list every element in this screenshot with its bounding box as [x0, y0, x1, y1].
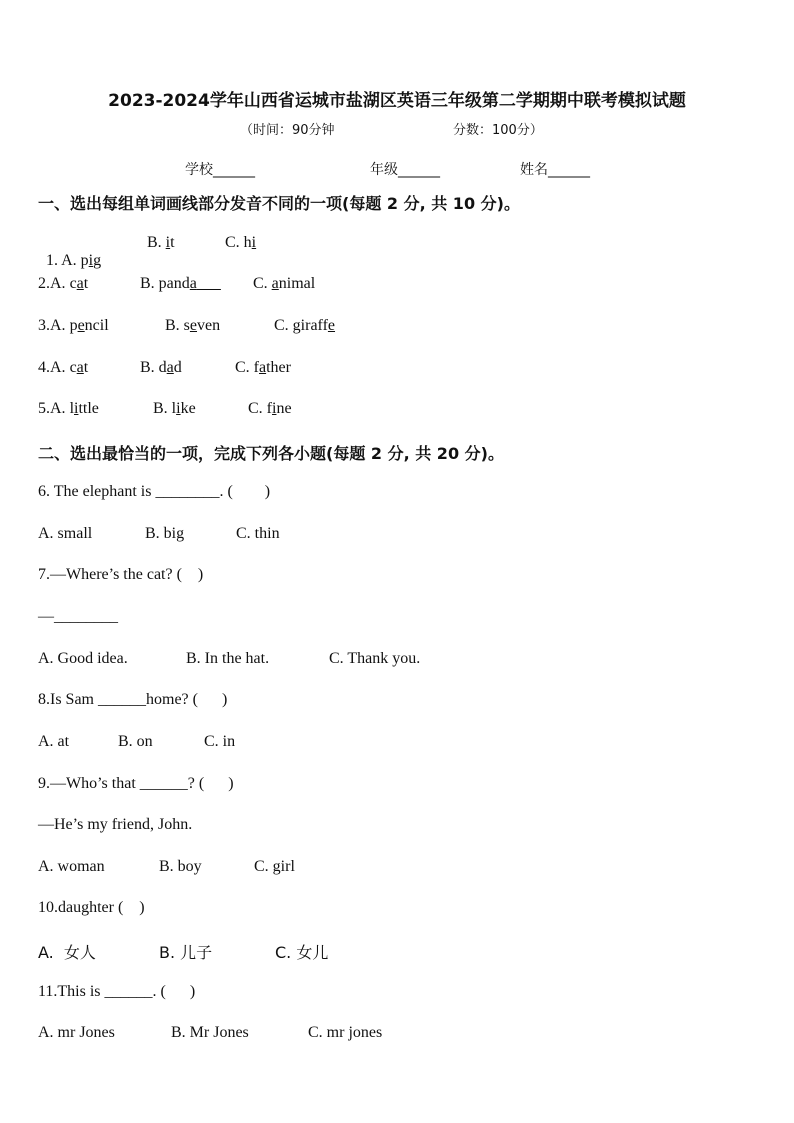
question-5: 5.A. little: [38, 400, 99, 417]
question-2-option-c: C. animal: [253, 275, 316, 292]
question-6-option-a: A. small: [38, 525, 93, 542]
question-9-option-b: B. boy: [159, 858, 202, 875]
question-1-option-b: B. it: [147, 234, 175, 251]
question-6-option-c: C. thin: [236, 525, 280, 542]
question-9-option-a: A. woman: [38, 858, 105, 875]
question-10: 10.daughter ( ): [38, 899, 145, 916]
question-9-dialogue: —He’s my friend, John.: [38, 816, 193, 833]
question-10-option-b: B. 儿子: [159, 943, 213, 962]
question-4: 4.A. cat: [38, 359, 89, 376]
section-2-title: 二、选出最恰当的一项，完成下列各小题(每题 2 分, 共 20 分)。: [38, 444, 504, 463]
question-2-option-b: B. panda: [140, 275, 197, 292]
question-8-option-b: B. on: [118, 733, 153, 750]
exam-score: 分数：100分）: [453, 123, 543, 138]
page-title: 2023-2024学年山西省运城市盐湖区英语三年级第二学期期中联考模拟试题: [108, 91, 686, 111]
question-3-option-c: C. giraffe: [274, 317, 336, 334]
question-1-option-c: C. hi: [225, 234, 257, 251]
question-7-option-b: B. In the hat.: [186, 650, 270, 667]
question-9: 9.—Who’s that ______? ( ): [38, 775, 234, 792]
school-field: 学校______: [185, 162, 255, 178]
question-5-option-b: B. like: [153, 400, 196, 417]
question-8-option-c: C. in: [204, 733, 236, 750]
exam-time: （时间：90分钟: [240, 123, 335, 138]
question-4-option-b: B. dad: [140, 359, 182, 376]
grade-field: 年级______: [370, 162, 440, 178]
question-7-option-a: A. Good idea.: [38, 650, 128, 667]
question-4-option-c: C. father: [235, 359, 291, 376]
question-10-option-a: A. 女人: [38, 943, 96, 962]
question-8: 8.Is Sam ______home? ( ): [38, 691, 228, 708]
question-2: 2.A. cat: [38, 275, 89, 292]
question-6-option-b: B. big: [145, 525, 185, 542]
question-6: 6. The elephant is ________. ( ): [38, 483, 271, 500]
section-1-title: 一、选出每组单词画线部分发音不同的一项(每题 2 分, 共 10 分)。: [38, 194, 520, 213]
question-7: 7.—Where’s the cat? ( ): [38, 566, 204, 583]
name-field: 姓名______: [520, 162, 590, 178]
question-7-answer-line: —________: [38, 608, 118, 625]
question-11: 11.This is ______. ( ): [38, 983, 196, 1000]
question-7-option-c: C. Thank you.: [329, 650, 421, 667]
question-10-option-c: C. 女儿: [275, 943, 329, 962]
question-3: 3.A. pencil: [38, 317, 109, 334]
question-8-option-a: A. at: [38, 733, 70, 750]
question-11-option-b: B. Mr Jones: [171, 1024, 249, 1041]
question-11-option-a: A. mr Jones: [38, 1024, 115, 1041]
question-5-option-c: C. fine: [248, 400, 292, 417]
question-3-option-b: B. seven: [165, 317, 221, 334]
question-1: 1. A. pig: [46, 252, 102, 269]
question-11-option-c: C. mr jones: [308, 1024, 383, 1041]
question-9-option-c: C. girl: [254, 858, 295, 875]
